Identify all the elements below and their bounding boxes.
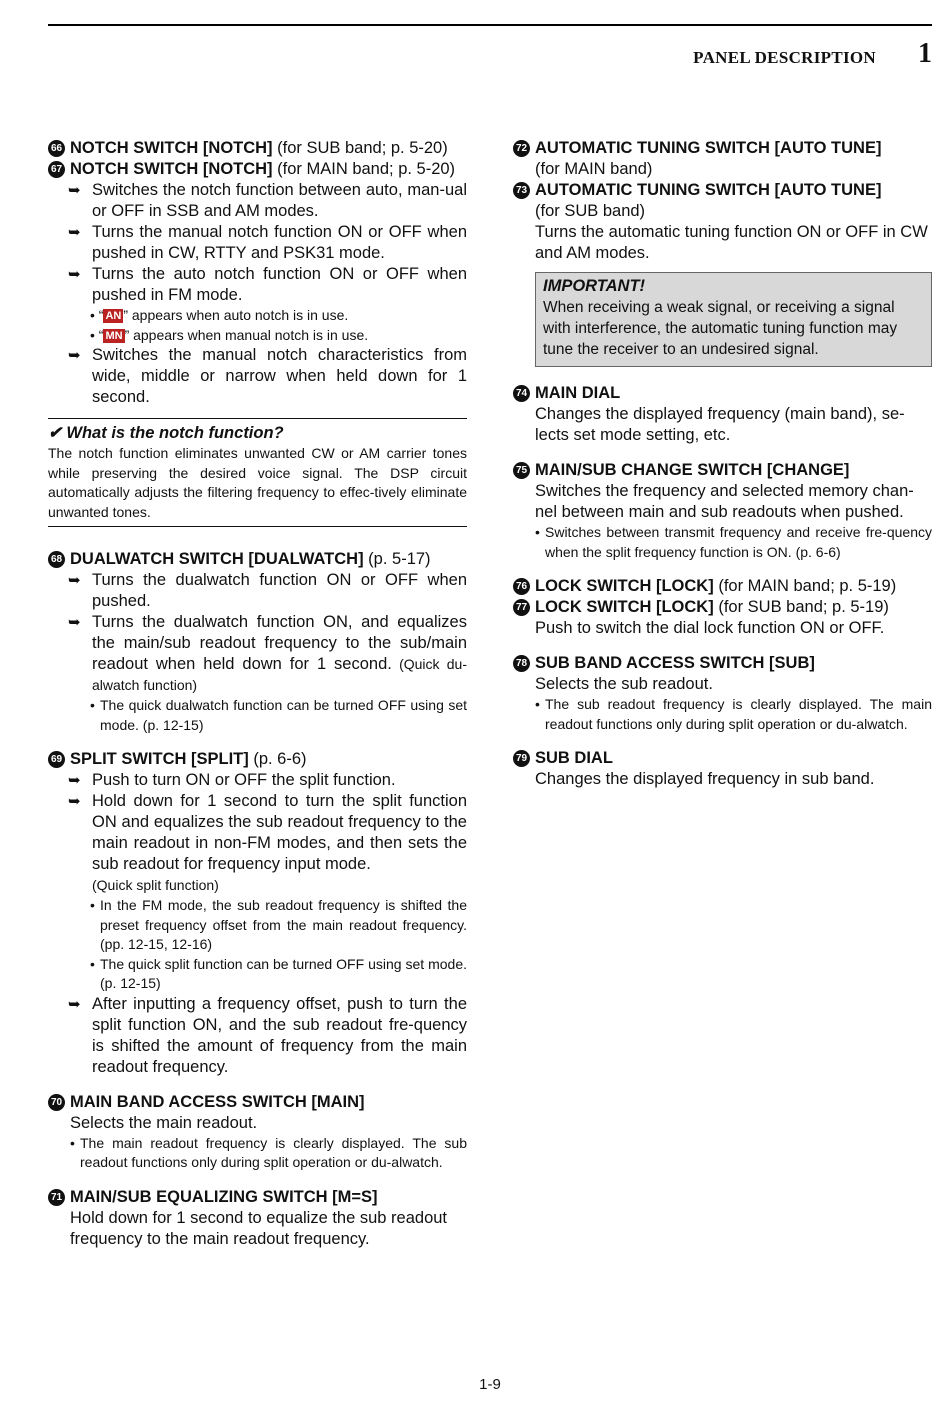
important-box: [535, 272, 932, 367]
item-79-desc: Changes the displayed frequency in sub band.: [535, 770, 875, 788]
item-71-name: MAIN/SUB EQUALIZING SWITCH [M=S]: [70, 1187, 378, 1206]
item-number-71: 71: [48, 1189, 65, 1206]
item-68-point-1: ➥ Turns the dualwatch function ON or OFF when pushed.: [68, 571, 467, 610]
item-77-ref: (for SUB band; p. 5-19): [713, 598, 889, 616]
item-67-point-3: ➥ Turns the auto notch function ON or OFF when pushed in FM mode.: [68, 265, 467, 304]
item-number-78: 78: [513, 655, 530, 672]
item-73-desc: Turns the automatic tuning function ON or OFF in CW and AM modes.: [535, 223, 928, 262]
item-77-desc: Push to switch the dial lock function ON or OFF.: [535, 619, 885, 637]
item-number-79: 79: [513, 750, 530, 767]
item-71-heading: [48, 1187, 467, 1208]
arrow-icon: ➥: [68, 614, 81, 631]
item-78-desc: Selects the sub readout.: [535, 675, 713, 693]
item-number-76: 76: [513, 578, 530, 595]
item-73-sub: (for SUB band): [535, 202, 646, 220]
section-title: PANEL DESCRIPTION: [693, 48, 876, 67]
item-75-heading: [513, 460, 932, 481]
item-71-desc: Hold down for 1 second to equalize the sub readout frequency to the main readout frequency.: [70, 1208, 448, 1248]
item-number-73: 73: [513, 182, 530, 199]
item-number-67: 67: [48, 161, 65, 178]
item-69-heading: [48, 749, 467, 770]
important-title: IMPORTANT!: [543, 277, 646, 295]
item-number-75: 75: [513, 462, 530, 479]
item-73-heading: [513, 180, 932, 201]
arrow-icon: ➥: [68, 266, 81, 283]
note-title: ✔ What is the notch function?: [48, 424, 284, 442]
item-67-heading: [48, 159, 467, 180]
note-text: The notch function eliminates unwanted CW or AM carrier tones while preserving the desired voice signal. The DSP circuit automatically adjusts the filtering frequency to effec-tively eliminate unwanted tones.: [48, 445, 467, 520]
item-79: [513, 748, 932, 790]
item-66-ref: (for SUB band; p. 5-20): [272, 139, 448, 157]
arrow-icon: ➥: [68, 995, 81, 1013]
item-number-74: 74: [513, 385, 530, 402]
right-column: [513, 138, 932, 804]
top-rule: [48, 24, 932, 26]
left-column: [48, 138, 467, 1264]
item-78: [513, 653, 932, 734]
item-68-ref: (p. 5-17): [363, 550, 431, 568]
manual-notch-badge-icon: MN: [105, 329, 123, 342]
item-69-ref: (p. 6-6): [248, 750, 307, 768]
chapter-number: 1: [918, 38, 932, 69]
item-76-name: LOCK SWITCH [LOCK]: [535, 577, 714, 595]
item-69-point-1: ➥ Push to turn ON or OFF the split function.: [68, 771, 396, 789]
item-67-name: NOTCH SWITCH [NOTCH]: [70, 160, 273, 178]
item-number-68: 68: [48, 551, 65, 568]
item-76-ref: (for MAIN band; p. 5-19): [713, 577, 897, 595]
item-67-ref: (for MAIN band; p. 5-20): [272, 160, 456, 178]
item-78-heading: [513, 653, 932, 674]
item-68: [48, 549, 467, 735]
item-number-69: 69: [48, 751, 65, 768]
item-74-desc: Changes the displayed frequency (main band), se-lects set mode setting, etc.: [535, 405, 905, 444]
item-70: [48, 1092, 467, 1173]
item-72-sub: (for MAIN band): [535, 160, 653, 178]
item-69: [48, 749, 467, 1078]
item-68-heading: [48, 549, 467, 570]
important-text: When receiving a weak signal, or receiving a signal with interference, the automatic tuning function may tune the receiver to an undesired signal.: [543, 299, 898, 358]
item-74-name: MAIN DIAL: [535, 384, 621, 402]
item-72-name: AUTOMATIC TUNING SWITCH [AUTO TUNE]: [535, 139, 882, 157]
item-72-heading: [513, 138, 932, 159]
auto-notch-badge-icon: AN: [105, 310, 122, 322]
item-70-desc: Selects the main readout.: [70, 1113, 258, 1132]
item-70-bullet-1: • The main readout frequency is clearly displayed. The sub readout functions only during split operation or du-alwatch.: [70, 1134, 467, 1170]
arrow-icon: ➥: [68, 572, 81, 589]
item-74: [513, 383, 932, 446]
item-69-point-2: ➥ Hold down for 1 second to turn the split function ON and equalizes the sub readout frequency to the main readout in non-FM modes, and then sets the sub readout for frequency input mode. (Quick split function): [68, 792, 467, 893]
item-number-66: 66: [48, 140, 65, 157]
arrow-icon: ➥: [68, 793, 81, 810]
page-number: 1-9: [479, 1376, 501, 1393]
item-79-name: SUB DIAL: [535, 749, 613, 767]
item-67-point-1: ➥ Switches the notch function between auto, man-ual or OFF in SSB and AM modes.: [68, 181, 467, 220]
item-70-name: MAIN BAND ACCESS SWITCH [MAIN]: [70, 1092, 365, 1111]
item-69-point-3: ➥ After inputting a frequency offset, push to turn the split function ON, and the sub readout fre-quency is shifted the amount of frequency from the main readout frequency.: [68, 994, 467, 1076]
item-75: [513, 460, 932, 562]
item-77-heading: [513, 597, 932, 618]
manual-notch-indicator-note: • “ MN ” appears when manual notch is in use.: [90, 326, 369, 343]
arrow-icon: ➥: [68, 182, 81, 199]
item-78-name: SUB BAND ACCESS SWITCH [SUB]: [535, 654, 815, 672]
item-74-heading: [513, 383, 932, 404]
item-79-heading: [513, 748, 932, 769]
item-66-name: NOTCH SWITCH [NOTCH]: [70, 139, 273, 157]
arrow-icon: ➥: [68, 347, 81, 364]
item-69-bullet-2: • The quick split function can be turned OFF using set mode. (p. 12-15): [90, 955, 467, 991]
arrow-icon: ➥: [68, 224, 81, 241]
auto-notch-indicator-note: • “ AN ” appears when auto notch is in use.: [90, 307, 349, 323]
item-78-bullet-1: • The sub readout frequency is clearly displayed. The main readout functions only during split operation or du-alwatch.: [535, 696, 932, 732]
item-75-bullet-1: • Switches between transmit frequency and receive fre-quency when the split frequency function is ON. (p. 6-6): [535, 524, 932, 560]
item-75-name: MAIN/SUB CHANGE SWITCH [CHANGE]: [535, 461, 850, 479]
item-73-name: AUTOMATIC TUNING SWITCH [AUTO TUNE]: [535, 181, 882, 199]
item-number-77: 77: [513, 599, 530, 616]
item-68-name: DUALWATCH SWITCH [DUALWATCH]: [70, 550, 364, 568]
item-66-heading: [48, 138, 467, 159]
item-69-bullet-1: • In the FM mode, the sub readout frequency is shifted the preset frequency offset from the main readout frequency. (pp. 12-15, 12-16): [90, 897, 467, 952]
item-77-name: LOCK SWITCH [LOCK]: [535, 598, 714, 616]
item-76-77: [513, 576, 932, 639]
item-68-point-2: ➥ Turns the dualwatch function ON, and equalizes the main/sub readout frequency to the sub/main readout when held down for 1 second. (Quick du-alwatch function): [68, 613, 467, 693]
item-number-70: 70: [48, 1094, 65, 1111]
item-70-heading: [48, 1092, 467, 1113]
arrow-icon: ➥: [68, 772, 81, 789]
item-67-point-4: ➥ Switches the manual notch characteristics from wide, middle or narrow when held down for 1 second.: [68, 346, 467, 406]
item-71: [48, 1187, 467, 1250]
item-67-point-2: ➥ Turns the manual notch function ON or OFF when pushed in CW, RTTY and PSK31 mode.: [68, 223, 467, 262]
item-75-desc: Switches the frequency and selected memory chan-nel between main and sub readouts when pushed.: [535, 482, 914, 521]
item-76-heading: [513, 576, 932, 597]
item-69-name: SPLIT SWITCH [SPLIT]: [70, 750, 249, 768]
notch-note-box: [48, 418, 467, 527]
item-68-bullet-1: • The quick dualwatch function can be turned OFF using set mode. (p. 12-15): [90, 697, 467, 733]
item-number-72: 72: [513, 140, 530, 157]
